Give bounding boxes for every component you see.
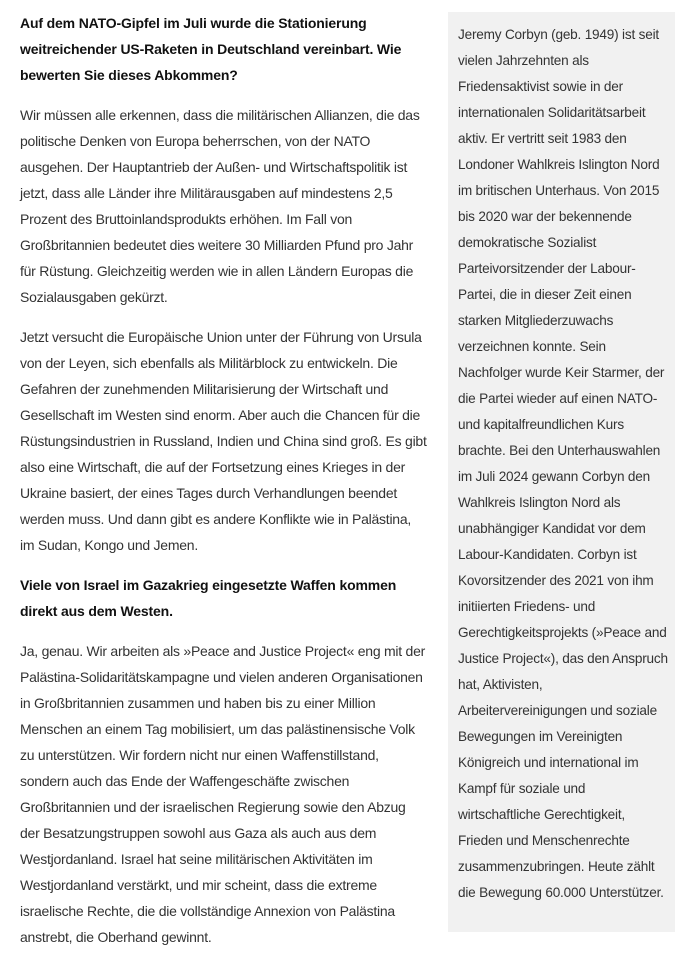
article-body (20, 0, 700, 964)
interview-answer-1b: Jetzt versucht die Europäische Union unter der Führung von Ursula von der Leyen, sich ebenfalls als Militärblock zu entwickeln. Die Gefahren der zunehmenden Militarisierung der Wirtschaft und Gesellschaft im Westen sind enorm. Aber auch die Chancen für die Rüstungsindustrien in Russland, Indien und China sind groß. Es gibt also eine Wirtschaft, die auf der Fortsetzung eines Krieges in der Ukraine basiert, der eines Tages durch Verhandlungen beendet werden muss. Und dann gibt es andere Konflikte wie in Palästina, im Sudan, Kongo und Jemen. (20, 329, 427, 553)
author-bio-box (448, 12, 675, 932)
interview-answer-2: Ja, genau. Wir arbeiten als »Peace and Justice Project« eng mit der Palästina-Solidaritätskampagne und vielen anderen Organisationen in Großbritannien zusammen und haben bis zu einer Million Menschen an einem Tag mobilisiert, um das palästinensische Volk zu unterstützen. Wir fordern nicht nur einen Waffenstillstand, sondern auch das Ende der Waffengeschäfte zwischen Großbritannien und der israelischen Regierung sowie den Abzug der Besatzungstruppen sowohl aus Gaza als auch aus dem Westjordanland. Israel hat seine militärischen Aktivitäten im Westjordanland verstärkt, und mir scheint, dass die extreme israelische Rechte, die die vollständige Annexion von Palästina anstrebt, die Oberhand gewinnt. (20, 643, 426, 945)
interview-question-1: Auf dem NATO-Gipfel im Juli wurde die Stationierung weitreichender US-Raketen in Deutschland vereinbart. Wie bewerten Sie dieses Abkommen? (20, 15, 402, 83)
interview-question-2: Viele von Israel im Gazakrieg eingesetzte Waffen kommen direkt aus dem Westen. (20, 577, 397, 619)
author-bio-text: Jeremy Corbyn (geb. 1949) ist seit vielen Jahrzehnten als Friedensaktivist sowie in der internationalen Solidaritätsarbeit aktiv. Er vertritt seit 1983 den Londoner Wahlkreis Islington Nord im britischen Unterhaus. Von 2015 bis 2020 war der bekennende demokratische Sozialist Parteivorsitzender der Labour-Partei, die in dieser Zeit einen starken Mitgliederzuwachs verzeichnen konnte. Sein Nachfolger wurde Keir Starmer, der die Partei wieder auf einen NATO- und kapitalfreundlichen Kurs brachte. Bei den Unterhauswahlen im Juli 2024 gewann Corbyn den Wahlkreis Islington Nord als unabhängiger Kandidat vor dem Labour-Kandidaten. Corbyn ist Kovorsitzender des 2021 von ihm initiierten Friedens- und Gerechtigkeitsprojekts (»Peace and Justice Project«), das den Anspruch hat, Aktivisten, Arbeitervereinigungen und soziale Bewegungen im Vereinigten Königreich und international im Kampf für soziale und wirtschaftliche Gerechtigkeit, Frieden und Menschenrechte zusammenzubringen. Heute zählt die Bewegung 60.000 Unterstützer. (458, 27, 668, 900)
interview-answer-1a: Wir müssen alle erkennen, dass die militärischen Allianzen, die das politische Denken von Europa beherrschen, von der NATO ausgehen. Der Hauptantrieb der Außen- und Wirtschaftspolitik ist jetzt, dass alle Länder ihre Militärausgaben auf mindestens 2,5 Prozent des Bruttoinlandsprodukts erhöhen. Im Fall von Großbritannien bedeutet dies weitere 30 Milliarden Pfund pro Jahr für Rüstung. Gleichzeitig werden wie in allen Ländern Europas die Sozialausgaben gekürzt. (20, 107, 420, 305)
